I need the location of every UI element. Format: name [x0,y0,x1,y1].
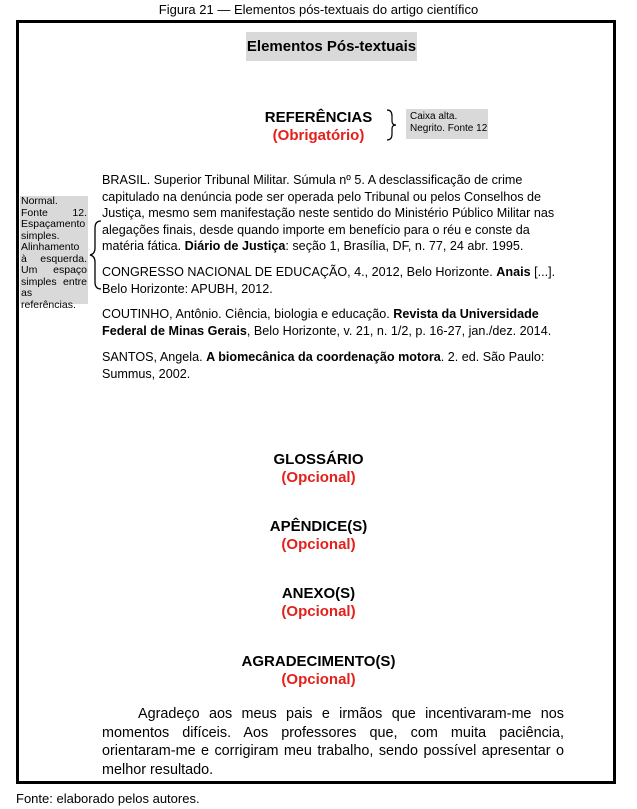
reference-bold-title: A biomecânica da coordenação motora [206,350,441,364]
reference-entry [102,349,564,382]
acknowledgment-text: Agradeço aos meus pais e irmãos que incentivaram-me nos momentos difíceis. Aos professores que, com muita paciência, orientaram-me e corrigiram meu trabalho, sendo possível apresentar o melhor resultado. [102,706,564,778]
appendix-title: APÊNDICE(S) [269,518,368,535]
figure-source: Fonte: elaborado pelos autores. [16,791,200,806]
reference-bold-title: Anais [496,265,531,279]
reference-text: BRASIL. Superior Tribunal Militar. Súmula nº 5. A desclassificação de crime capitulado na denúncia pode ser operada pelo Tribunal ou pelos Conselhos de Justiça, mesmo sem manifestação neste sentido do Ministério Público Militar nas alegações finais, desde quando importe em benefício para o réu e conste da matéria fática. [102,173,555,253]
reference-bold-title: Revista da Universidade Federal de Minas Gerais [102,307,539,338]
right-brace-icon [386,109,398,141]
post-textual-header: Elementos Pós-textuais [246,32,417,61]
annex-title: ANEXO(S) [281,585,356,602]
reference-text: [...]. Belo Horizonte: APUBH, 2012. [102,265,556,296]
left-brace-icon [88,220,102,290]
reference-bold-title: Diário de Justiça [184,239,286,253]
references-format-note [406,109,488,139]
reference-text: COUTINHO, Antônio. Ciência, biologia e educação. [102,307,394,321]
reference-entry [102,306,564,339]
annex-status: (Opcional) [281,603,356,620]
reference-text: : seção 1, Brasília, DF, n. 77, 24 abr. 1995. [285,239,524,253]
note-line-1: Caixa alta. [410,111,458,122]
figure-title: Figura 21 — Elementos pós-textuais do artigo científico [158,2,479,17]
glossary-status: (Opcional) [281,469,356,486]
acknowledgment-status: (Opcional) [281,671,356,688]
reference-entry [102,264,564,297]
reference-text: SANTOS, Angela. [102,350,207,364]
reference-text: , Belo Horizonte, v. 21, n. 1/2, p. 16-27, jan./dez. 2014. [246,323,552,338]
reference-text: . 2. ed. São Paulo: Summus, 2002. [102,350,545,381]
references-format-note-left: Normal. Fonte 12. Espaçamento simples. Alinhamento à esquerda. Um espaço simples entre as referências. [21,195,87,311]
references-status: (Obrigatório) [272,127,365,144]
references-title: REFERÊNCIAS [264,109,373,126]
note-line-2: Negrito. Fonte 12 [410,123,488,134]
reference-entry [102,172,564,255]
reference-text: CONGRESSO NACIONAL DE EDUCAÇÃO, 4., 2012, Belo Horizonte. [102,265,497,279]
acknowledgment-title: AGRADECIMENTO(S) [241,653,396,670]
appendix-status: (Opcional) [281,536,356,553]
glossary-title: GLOSSÁRIO [273,451,364,468]
